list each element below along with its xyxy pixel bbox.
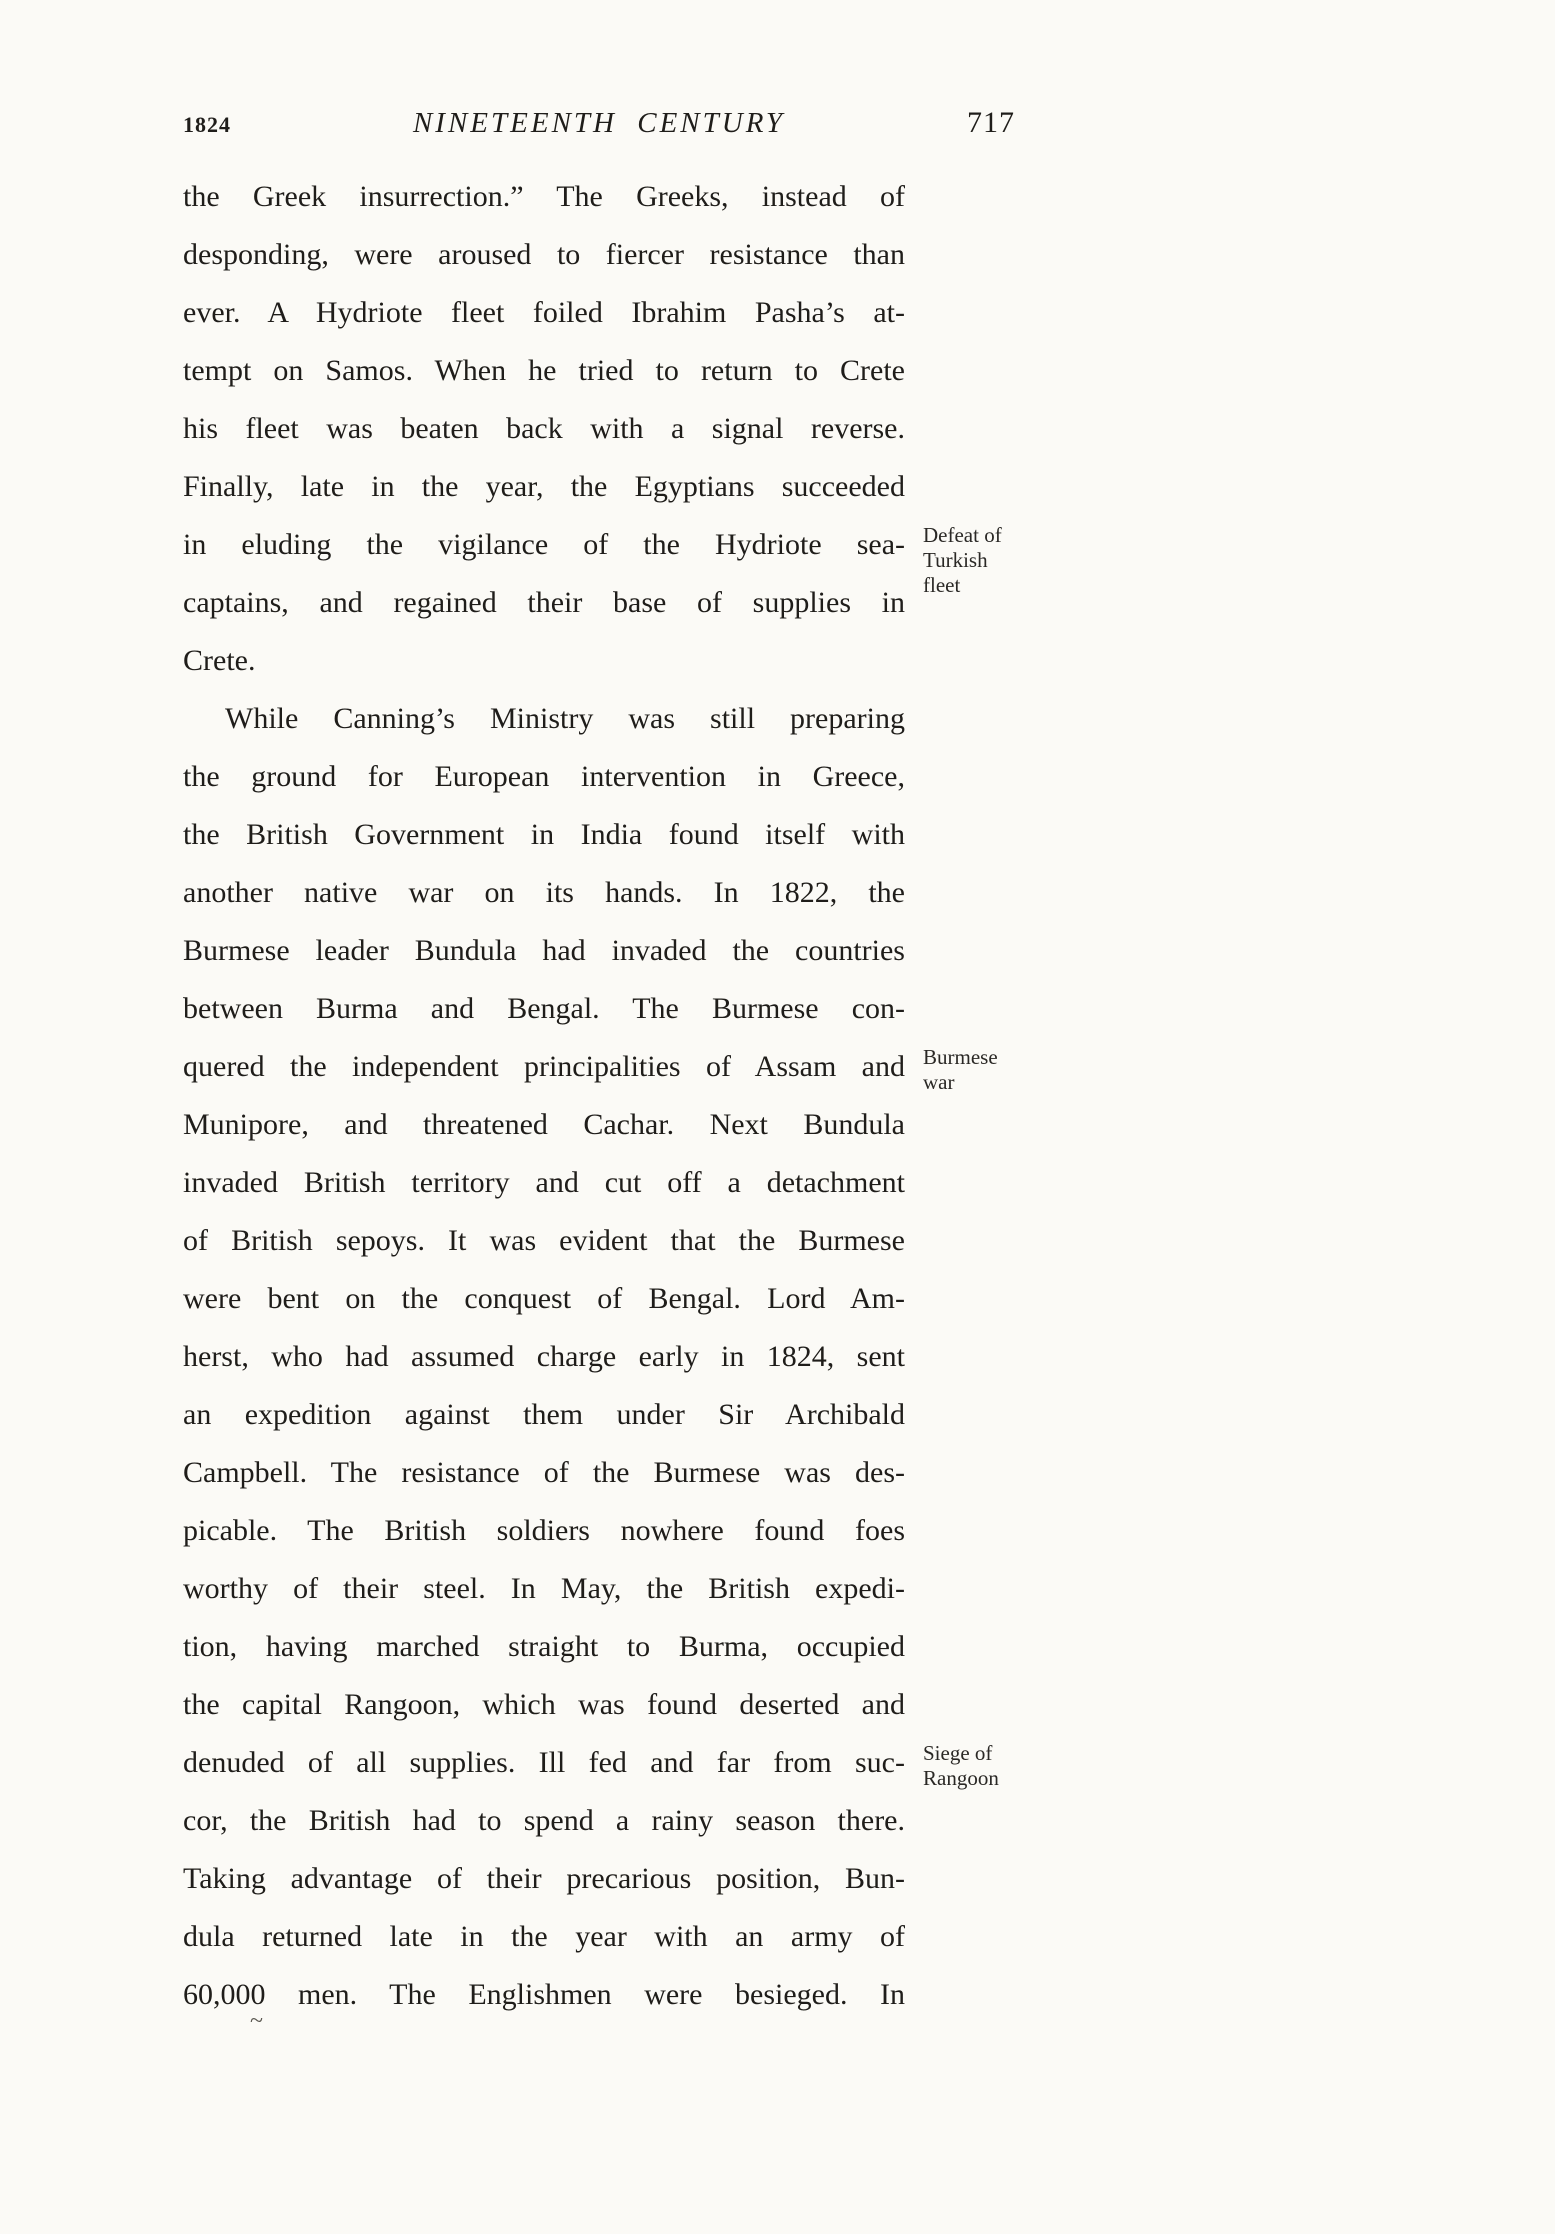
margin-note — [923, 1045, 1073, 1095]
margin-note — [923, 523, 1073, 598]
text-line: herst, who had assumed charge early in 1824, sent — [183, 1340, 905, 1373]
margin-note-line: Rangoon — [923, 1766, 999, 1790]
text-line: ever. A Hydriote fleet foiled Ibrahim Pasha’s at- — [183, 296, 905, 329]
text-line: worthy of their steel. In May, the British expedi- — [183, 1572, 905, 1605]
text-line: desponding, were aroused to fiercer resistance than — [183, 238, 905, 271]
text-line: picable. The British soldiers nowhere found foes — [183, 1514, 905, 1547]
margin-note-line: Burmese — [923, 1045, 998, 1069]
text-line: between Burma and Bengal. The Burmese con- — [183, 992, 905, 1025]
text-line: an expedition against them under Sir Archibald — [183, 1398, 905, 1431]
text-line: in eluding the vigilance of the Hydriote sea- Defeat of Turkish fleet — [183, 516, 905, 574]
text-line: the Greek insurrection.” The Greeks, instead of — [183, 180, 905, 213]
text-line: dula returned late in the year with an army of — [183, 1920, 905, 1953]
text-line: tempt on Samos. When he tried to return to Crete — [183, 354, 905, 387]
text-line: tion, having marched straight to Burma, occupied — [183, 1630, 905, 1663]
body-text — [183, 168, 1002, 2024]
margin-note — [923, 1741, 1073, 1791]
text-line: the ground for European intervention in Greece, — [183, 760, 905, 793]
text-line: the capital Rangoon, which was found deserted and — [183, 1688, 905, 1721]
text-line: cor, the British had to spend a rainy season there. — [183, 1804, 905, 1837]
text-line: While Canning’s Ministry was still preparing — [225, 702, 905, 735]
margin-note-line: fleet — [923, 573, 961, 597]
text-line: quered the independent principalities of Assam and Burmese war — [183, 1038, 905, 1096]
text-line: his fleet was beaten back with a signal reverse. — [183, 412, 905, 445]
text-line: Finally, late in the year, the Egyptians succeeded — [183, 470, 905, 503]
scan-artifact: ~ — [250, 2008, 263, 2034]
text-line: Burmese leader Bundula had invaded the countries — [183, 934, 905, 967]
text-line: Munipore, and threatened Cachar. Next Bundula — [183, 1108, 905, 1141]
margin-note-line: Turkish — [923, 548, 988, 572]
header-year: 1824 — [183, 112, 231, 137]
margin-note-line: Defeat of — [923, 523, 1002, 547]
running-title: NINETEENTH CENTURY — [412, 107, 786, 139]
page-header — [183, 106, 1015, 140]
text-line: invaded British territory and cut off a detachment — [183, 1166, 905, 1199]
text-line: Campbell. The resistance of the Burmese was des- — [183, 1456, 905, 1489]
text-line: of British sepoys. It was evident that the Burmese — [183, 1224, 905, 1257]
margin-note-line: war — [923, 1070, 955, 1094]
text-line: Crete. — [183, 644, 256, 677]
margin-note-line: Siege of — [923, 1741, 993, 1765]
text-line: denuded of all supplies. Ill fed and far from suc- Siege of Rangoon — [183, 1734, 905, 1792]
text-line: were bent on the conquest of Bengal. Lord Am- — [183, 1282, 905, 1315]
text-line: 60,000 men. The Englishmen were besieged. In — [183, 1978, 905, 2011]
text-line: another native war on its hands. In 1822, the — [183, 876, 905, 909]
text-line: Taking advantage of their precarious position, Bun- — [183, 1862, 905, 1895]
text-line: captains, and regained their base of supplies in — [183, 586, 905, 619]
page-number: 717 — [967, 106, 1015, 139]
text-line: the British Government in India found itself with — [183, 818, 905, 851]
